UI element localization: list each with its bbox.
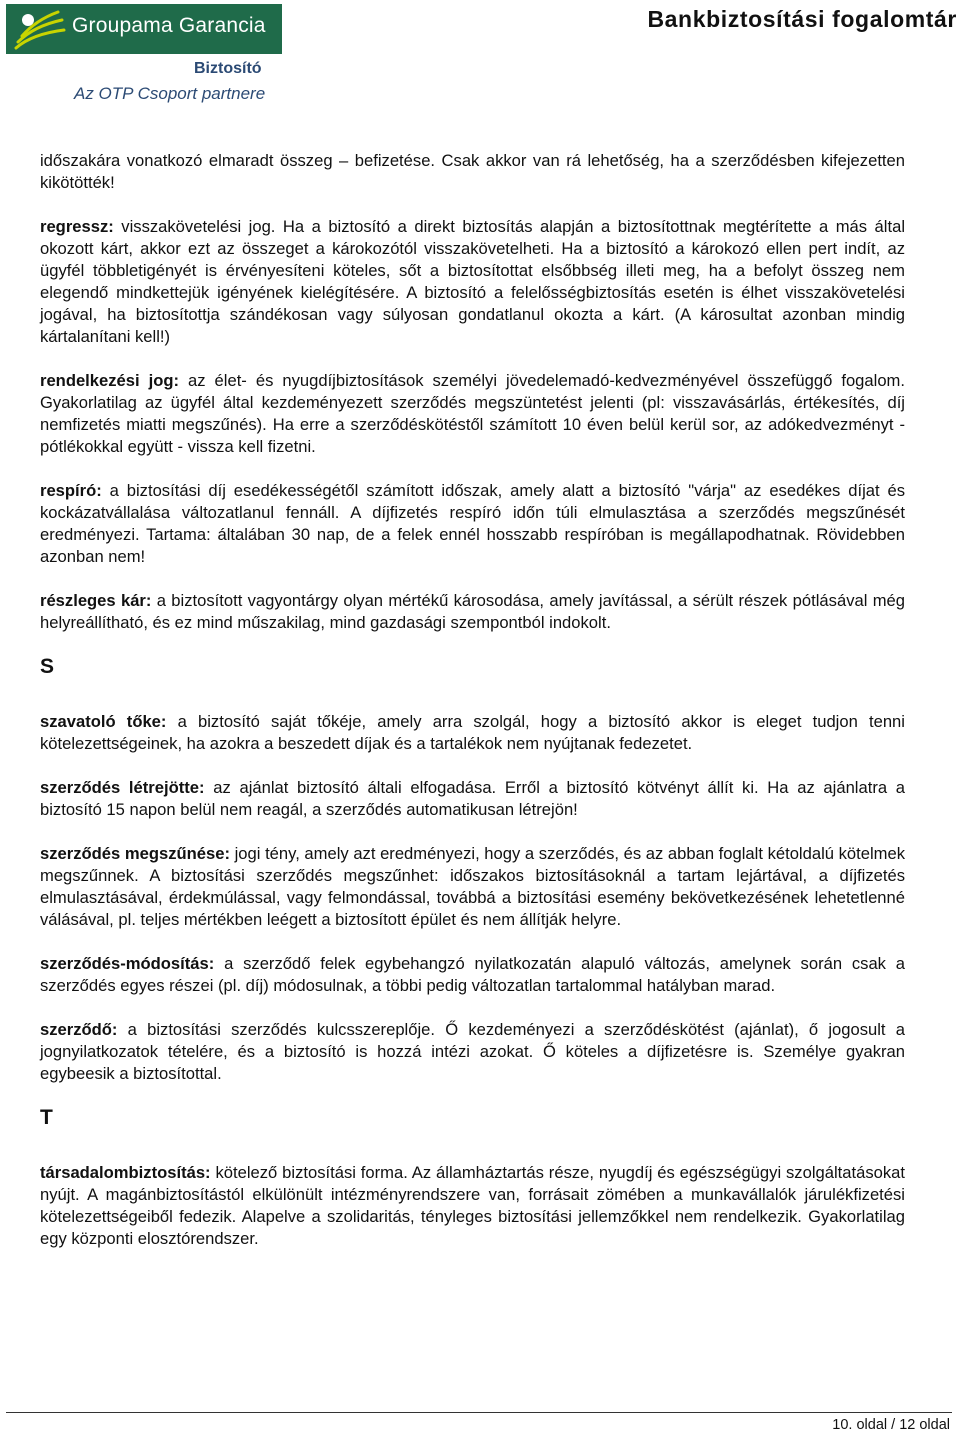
entry-term: szavatoló tőke: [40, 712, 167, 731]
section-letter-s: S [40, 655, 55, 678]
groupama-garancia-logo [6, 4, 282, 104]
logo-partner-line: Az OTP Csoport partnere [74, 84, 266, 103]
entry-term: szerződés megszűnése: [40, 844, 230, 863]
entry-definition: az ajánlat biztosító általi elfogadása. Erről a biztosító kötvényt állít ki. Ha az ajánlatra a biztosító 15 napon belül nem reagál, a szerződés automatikusan létrejön! [40, 778, 906, 819]
footer-divider [6, 1412, 952, 1413]
entry-definition: a szerződő felek egybehangzó nyilatkozatán alapuló változás, amelynek során csak a szerződés egyes részei (pl. díj) módosulnak, a többi pedig változatlan tartalommal hatályban marad. [40, 954, 905, 995]
entry-term: társadalombiztosítás: [40, 1163, 211, 1182]
glossary-entry-szerzodo [40, 1019, 905, 1085]
glossary-entry-szerzodes-letrejotte [40, 777, 905, 821]
glossary-entry-szavatolo-toke [40, 711, 905, 755]
entry-definition: a biztosító saját tőkéje, amely arra szolgál, hogy a biztosító akkor is eleget tudjon tenni kötelezettségeinek, ha azokra a beszedett díjak és a tartalékok nem nyújtanak fedezetet. [40, 712, 905, 753]
entry-definition: a biztosítási szerződés kulcsszereplője. Ő kezdeményezi a szerződéskötést (ajánlat), ő jogosult a jognyilatkozatok tételére, és a biztosító is hozzá intézi azokat. Ő köteles a díjfizetésre is. Személye gyakran egybeesik a biztosítottal. [40, 1020, 905, 1083]
glossary-entry-szerzodes-megszunese [40, 843, 905, 931]
logo-subtitle: Biztosító [194, 60, 262, 77]
entry-term: respíró: [40, 481, 102, 500]
glossary-entry-rendelkezesi-jog [40, 370, 905, 458]
glossary-entry-szerzodes-modositas [40, 953, 905, 997]
entry-term: részleges kár: [40, 591, 152, 610]
entry-definition: a biztosított vagyontárgy olyan mértékű károsodása, amely javítással, a sérült részek pótlásával még helyreállítható, és ez mind műszakilag, mind gazdasági szempontból indokolt. [40, 591, 906, 632]
page-header [0, 0, 960, 110]
entry-term: regressz: [40, 217, 114, 236]
logo-brand-name: Groupama Garancia [72, 14, 266, 37]
document-title: Bankbiztosítási fogalomtár [647, 6, 957, 32]
section-letter-t: T [40, 1106, 53, 1129]
glossary-entry-tarsadalombiztositas [40, 1162, 905, 1250]
entry-definition: időszakára vonatkozó elmaradt összeg – befizetése. Csak akkor van rá lehetőség, ha a szerződésben kifejezetten kikötötték! [40, 151, 905, 192]
sun-field-logo-icon [12, 8, 68, 52]
glossary-content [40, 150, 905, 1272]
entry-definition: kötelező biztosítási forma. Az államháztartás része, nyugdíj és egészségügyi szolgáltatásokat nyújt. A magánbiztosítástól elkülönült intézményrendszere van, forrásait zömében a munkavállalók járulékfizetési kötelezettségeiből fedezik. Alapelve a szolidaritás, tényleges biztosítási jellemzőkkel nem rendelkezik. Gyakorlatilag egy központi elosztórendszer. [40, 1163, 905, 1248]
entry-term: rendelkezési jog: [40, 371, 180, 390]
entry-term: szerződés létrejötte: [40, 778, 205, 797]
entry-definition: a biztosítási díj esedékességétől számított időszak, amely alatt a biztosító "várja" az esedékes díjat és kockázatvállalása változatlanul fennáll. A díjfizetés respíró időn túli elmulasztása a szerződés megszűnését eredményezi. Tartama: általában 30 nap, de a felek ennél hosszabb respíróban is megállapodhatnak. Rövidebben azonban nem! [40, 481, 905, 566]
glossary-entry-reszleges-kar [40, 590, 905, 634]
entry-term: szerződés-módosítás: [40, 954, 215, 973]
entry-definition: az élet- és nyugdíjbiztosítások személyi jövedelemadó-kedvezményével összefüggő fogalom. Gyakorlatilag az ügyfél által kezdeményezett szerződés megszüntetést jelenti (pl: visszavásárlás, értékesítés, díj nemfizetés miatti megszűnés). Ha erre a szerződéskötéstől számított 10 éven belül kerül sor, az adókedvezményt - pótlékokkal együtt - vissza kell fizetni. [40, 371, 905, 456]
entry-definition: visszakövetelési jog. Ha a biztosító a direkt biztosítás alapján a biztosítottnak megtérítette a más által okozott kárt, akkor ezt az összeget a károkozótól visszakövetelheti. Ha a biztosító a károkozó ellen pert indít, az ügyfél többletigényét is érvényesíteni köteles, sőt a biztosítottat elsőbbség illeti meg, ha a befolyt összeg nem elegendő mindkettejük igényének kielégítésére. A biztosító a felelősségbiztosítás esetén is élhet visszakövetelési jogával, ha biztosítottja szándékosan vagy súlyosan gondatlanul okozta a kárt. (A károsultat azonban mindig kártalanítani kell!) [40, 217, 905, 346]
glossary-entry-respiro [40, 480, 905, 568]
glossary-entry-continued [40, 150, 905, 194]
glossary-entry-regressz [40, 216, 905, 348]
entry-definition: jogi tény, amely azt eredményezi, hogy a szerződés, és az abban foglalt kétoldalú kötelmek megszűnnek. A biztosítási szerződés megszűnhet: időszakos biztosításoknál a tartam lejártával, a díjfizetés elmulasztásával, érdekmúlással, vagy felmondással, továbbá a biztosítási esemény bekövetkezésének lehetetlenné válásával, pl. teljes mértékben leégett a biztosított épület és nem állítják helyre. [40, 844, 906, 929]
entry-term: szerződő: [40, 1020, 118, 1039]
page-number: 10. oldal / 12 oldal [832, 1417, 950, 1433]
